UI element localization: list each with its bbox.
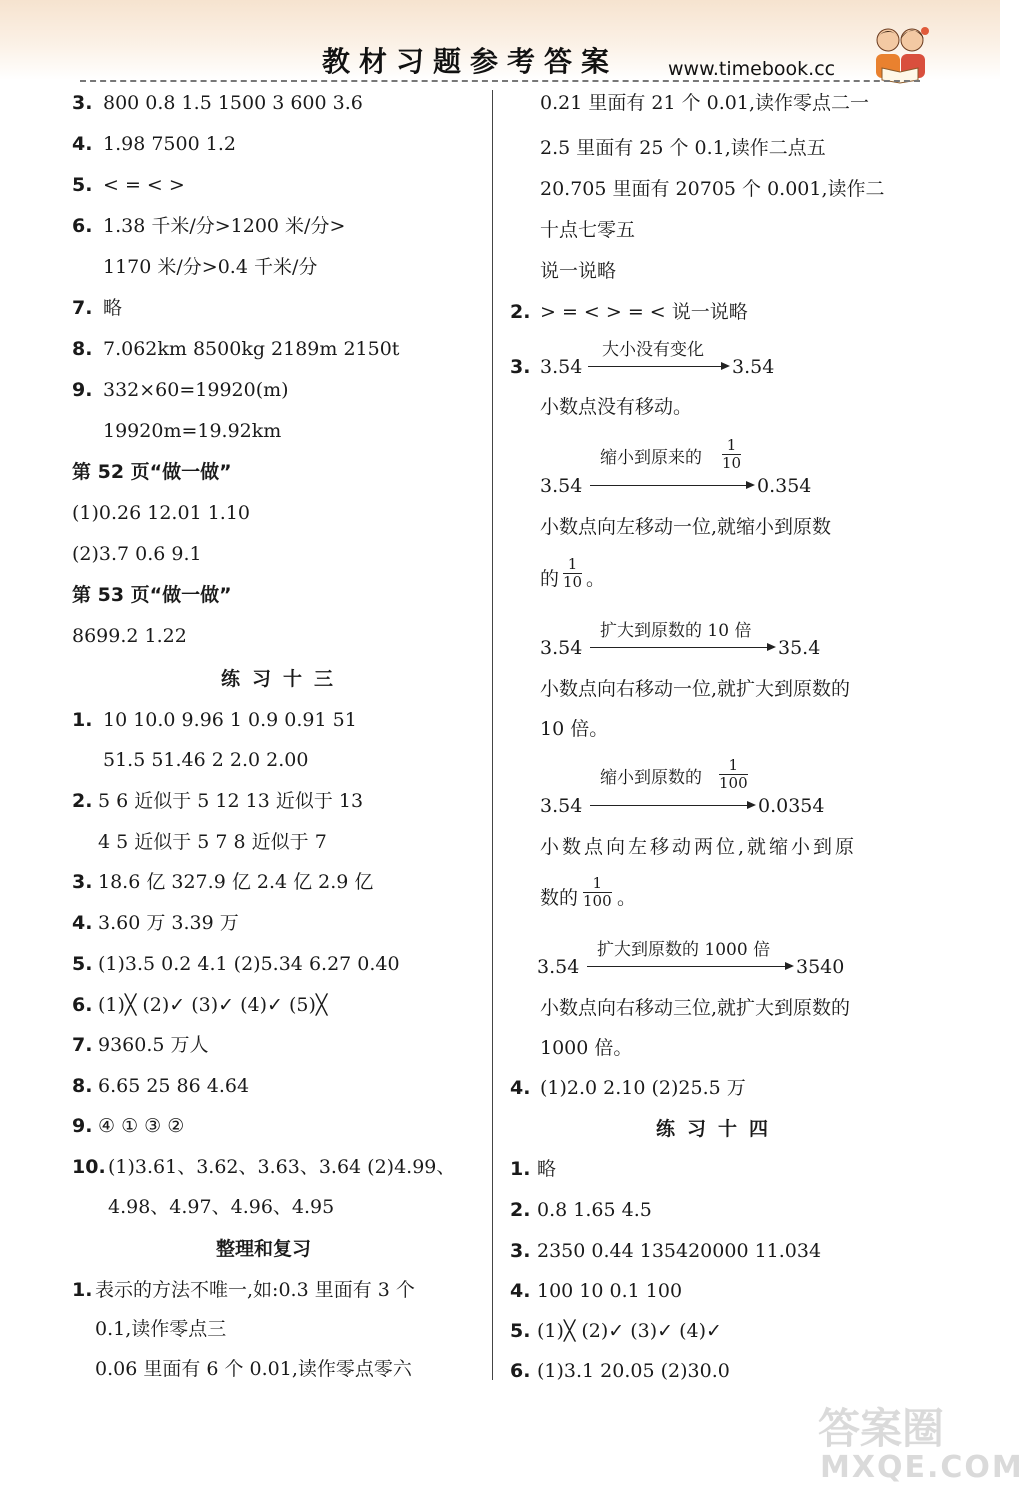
arrow-label: 扩大到原数的 1000 倍	[597, 940, 771, 960]
answer-line: 18.6 亿 327.9 亿 2.4 亿 2.9 亿	[98, 871, 374, 893]
question-number: 8.	[72, 1075, 93, 1097]
answer-line: (1)3.5 0.2 4.1 (2)5.34 6.27 0.40	[98, 953, 400, 975]
answer-line: 小数点向右移动三位,就扩大到原数的	[540, 997, 851, 1019]
arrow-to-value: 35.4	[778, 637, 821, 659]
answer-line: 4 5 近似于 5 7 8 近似于 7	[98, 831, 327, 853]
question-number: 9.	[72, 379, 93, 401]
answer-line: 。	[617, 887, 637, 909]
fraction: $\frac{1}{10}$	[722, 436, 742, 472]
arrow-label: 大小没有变化	[602, 340, 704, 360]
answer-line: 略	[537, 1158, 557, 1180]
answer-line: 0.8 1.65 4.5	[537, 1199, 652, 1221]
question-number: 2.	[510, 301, 531, 323]
answer-line: (2)3.7 0.6 9.1	[72, 543, 202, 565]
answer-line: 10 倍。	[540, 718, 609, 740]
answer-line: 的	[540, 568, 560, 590]
answer-line: 略	[103, 297, 123, 319]
answer-line: (1)3.61、3.62、3.63、3.64 (2)4.99、	[108, 1156, 456, 1178]
question-number: 5.	[72, 953, 93, 975]
answer-line: (1)3.1 20.05 (2)30.0	[537, 1360, 730, 1382]
answer-line: 7.062km 8500kg 2189m 2150t	[103, 338, 400, 360]
section-heading: 练习十三	[221, 668, 346, 690]
answer-line: 8699.2 1.22	[72, 625, 187, 647]
answer-line: 2350 0.44 135420000 11.034	[537, 1240, 822, 1262]
answer-line: 小数点向右移动一位,就扩大到原数的	[540, 678, 851, 700]
question-number: 10.	[72, 1156, 106, 1178]
question-number: 3.	[510, 356, 531, 378]
right-arrow-icon	[590, 647, 774, 648]
answer-line: 1.38 千米/分>1200 米/分>	[103, 215, 346, 237]
fraction: $\frac{1}{100}$	[719, 756, 748, 792]
answer-line: 10 10.0 9.96 1 0.9 0.91 51	[103, 709, 357, 731]
arrow-from-value: 3.54	[537, 956, 580, 978]
fraction: $\frac{1}{100}$	[583, 874, 612, 910]
arrow-to-value: 0.354	[757, 475, 812, 497]
answer-line: 0.21 里面有 21 个 0.01,读作零点二一	[540, 92, 869, 114]
answer-line: 0.06 里面有 6 个 0.01,读作零点零六	[95, 1358, 412, 1380]
arrow-to-value: 3.54	[732, 356, 775, 378]
question-number: 2.	[510, 1199, 531, 1221]
arrow-label: 缩小到原数的	[600, 768, 702, 788]
answer-line: > = < > = < 说一说略	[540, 301, 748, 323]
answer-line: 小数点没有移动。	[540, 396, 693, 418]
question-number: 4.	[510, 1280, 531, 1302]
answer-line: 说一说略	[540, 260, 617, 282]
question-number: 5.	[510, 1320, 531, 1342]
arrow-from-value: 3.54	[540, 795, 583, 817]
question-number: 3.	[510, 1240, 531, 1262]
arrow-label: 扩大到原数的 10 倍	[600, 621, 752, 641]
answer-line: 数的	[540, 887, 579, 909]
kids-reading-icon	[868, 22, 932, 84]
question-number: 5.	[72, 174, 93, 196]
answer-line: 小数点向左移动两位,就缩小到原	[540, 836, 858, 858]
question-number: 1.	[72, 1279, 93, 1301]
right-arrow-icon	[590, 805, 754, 806]
answer-line: 6.65 25 86 4.64	[98, 1075, 250, 1097]
answer-line: 5 6 近似于 5 12 13 近似于 13	[98, 790, 364, 812]
header-url: www.timebook.cc	[668, 58, 836, 80]
fraction: $\frac{1}{10}$	[563, 555, 583, 591]
arrow-from-value: 3.54	[540, 475, 583, 497]
answer-line: (1)╳ (2)✓ (3)✓ (4)✓	[537, 1320, 722, 1342]
answer-line: 19920m=19.92km	[103, 420, 282, 442]
question-number: 4.	[510, 1077, 531, 1099]
answer-line: 0.1,读作零点三	[95, 1318, 227, 1340]
answer-line: (1)╳ (2)✓ (3)✓ (4)✓ (5)╳	[98, 994, 328, 1016]
question-number: 3.	[72, 871, 93, 893]
question-number: 9.	[72, 1115, 93, 1137]
answer-line: (1)0.26 12.01 1.10	[72, 502, 250, 524]
answer-line: 51.5 51.46 2 2.0 2.00	[103, 749, 309, 771]
section-heading: 练习十四	[656, 1118, 781, 1140]
answer-line: 1000 倍。	[540, 1037, 633, 1059]
page-header-title: 教材习题参考答案	[322, 45, 619, 78]
answer-line: 小数点向左移动一位,就缩小到原数	[540, 516, 832, 538]
question-number: 7.	[72, 297, 93, 319]
answer-line: 3.60 万 3.39 万	[98, 912, 239, 934]
section-heading: 第 52 页“做一做”	[72, 461, 232, 483]
answer-line: 332×60=19920(m)	[103, 379, 289, 401]
watermark-url: MXQE.COM	[820, 1450, 1024, 1485]
arrow-to-value: 3540	[796, 956, 845, 978]
answer-line: 4.98、4.97、4.96、4.95	[108, 1196, 335, 1218]
question-number: 4.	[72, 912, 93, 934]
answer-line: 。	[586, 568, 606, 590]
question-number: 2.	[72, 790, 93, 812]
answer-line: 20.705 里面有 20705 个 0.001,读作二	[540, 178, 885, 200]
column-divider	[492, 90, 493, 1380]
watermark-logo: 答案圈	[818, 1404, 945, 1453]
question-number: 4.	[72, 133, 93, 155]
answer-line: < = < >	[103, 174, 185, 196]
right-arrow-icon	[590, 485, 753, 486]
answer-line: 表示的方法不唯一,如:0.3 里面有 3 个	[95, 1279, 415, 1301]
question-number: 8.	[72, 338, 93, 360]
section-heading: 整理和复习	[216, 1238, 312, 1260]
arrow-from-value: 3.54	[540, 637, 583, 659]
answer-line: 800 0.8 1.5 1500 3 600 3.6	[103, 92, 363, 114]
question-number: 1.	[72, 709, 93, 731]
arrow-from-value: 3.54	[540, 356, 583, 378]
answer-line: 十点七零五	[540, 219, 636, 241]
answer-line: 100 10 0.1 100	[537, 1280, 683, 1302]
arrow-to-value: 0.0354	[758, 795, 825, 817]
question-number: 6.	[72, 215, 93, 237]
question-number: 6.	[510, 1360, 531, 1382]
answer-line: 9360.5 万人	[98, 1034, 209, 1056]
answer-line: 1.98 7500 1.2	[103, 133, 236, 155]
section-heading: 第 53 页“做一做”	[72, 584, 232, 606]
right-arrow-icon	[588, 366, 728, 367]
answer-line: 1170 米/分>0.4 千米/分	[103, 256, 318, 278]
answer-line: (1)2.0 2.10 (2)25.5 万	[540, 1077, 746, 1099]
question-number: 6.	[72, 994, 93, 1016]
question-number: 7.	[72, 1034, 93, 1056]
answer-line: 2.5 里面有 25 个 0.1,读作二点五	[540, 137, 826, 159]
question-number: 3.	[72, 92, 93, 114]
answer-line: ④ ① ③ ②	[98, 1115, 185, 1137]
question-number: 1.	[510, 1158, 531, 1180]
arrow-label: 缩小到原来的	[600, 448, 702, 468]
right-arrow-icon	[587, 966, 792, 967]
header-dashed-rule	[80, 80, 920, 82]
